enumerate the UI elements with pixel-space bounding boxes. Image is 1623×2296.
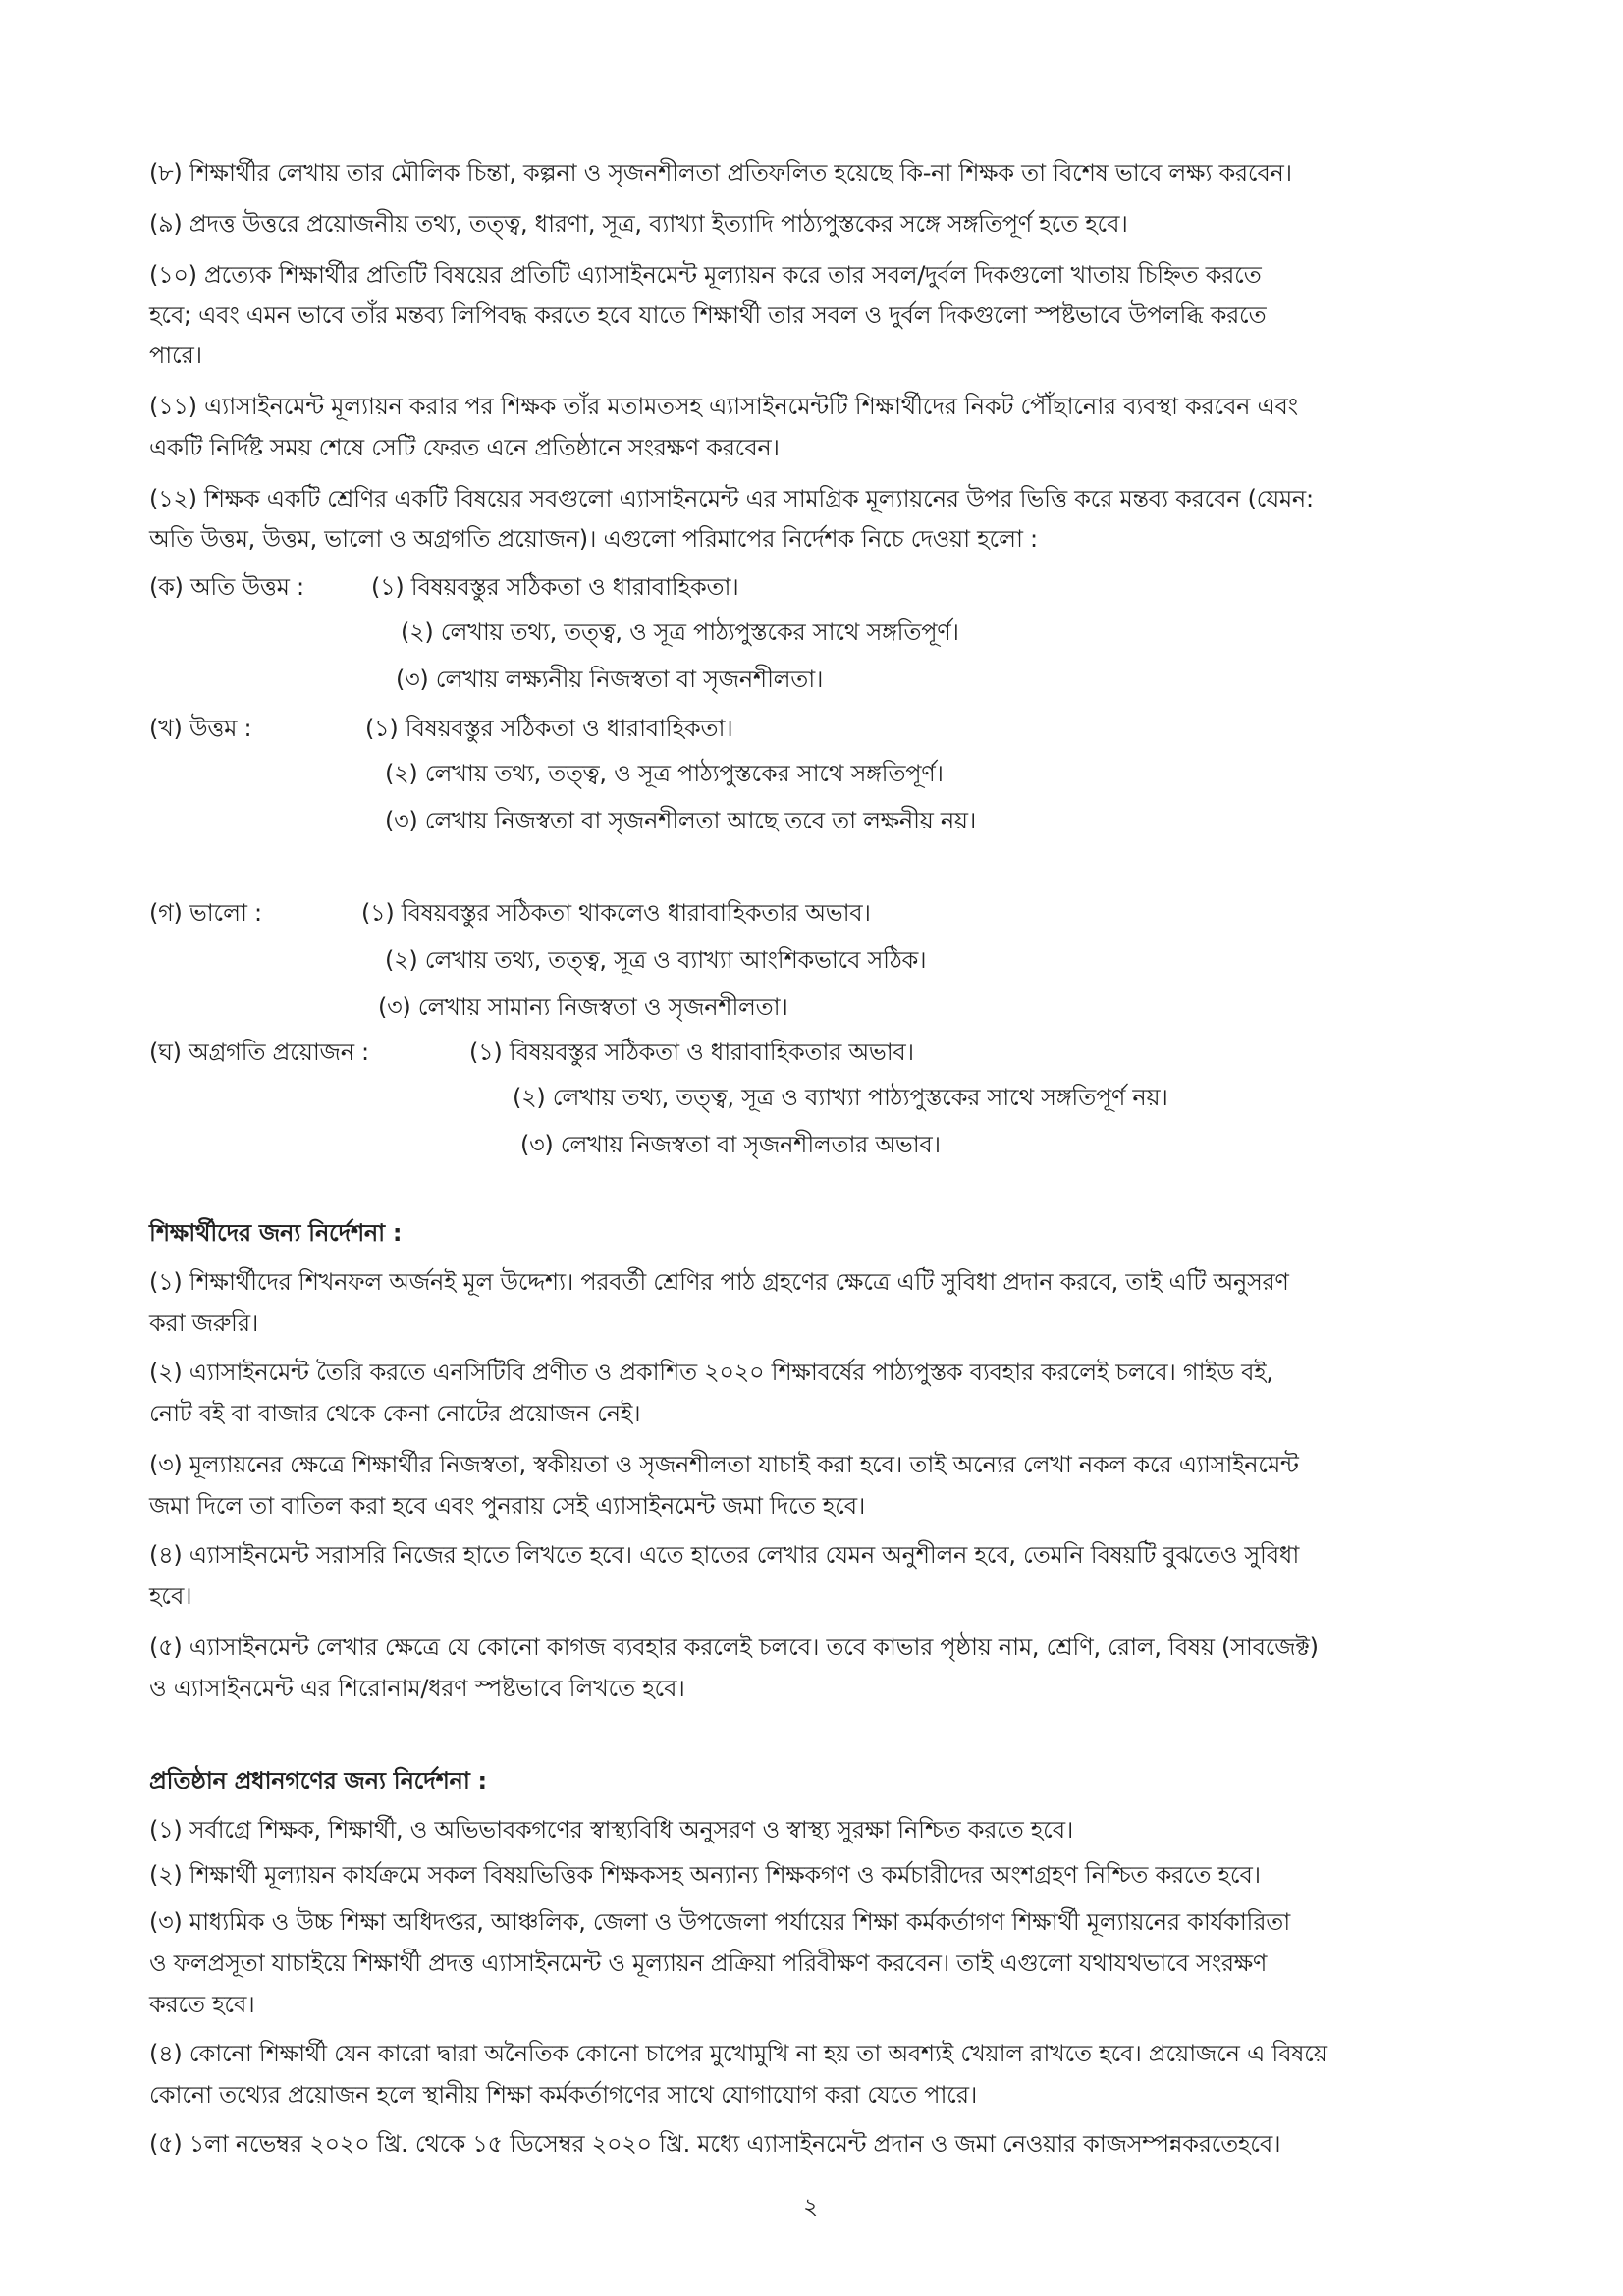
- paragraph-line: (৩) মাধ্যমিক ও উচ্চ শিক্ষা অধিদপ্তর, আঞ্চলিক, জেলা ও উপজেলা পর্যায়ের শিক্ষা কর্মকর্তাগণ শিক্ষার্থী মূল্যায়নের কার্যকারিতা: [149, 1908, 1290, 1936]
- paragraph-line: জমা দিলে তা বাতিল করা হবে এবং পুনরায় সেই এ্যাসাইনমেন্ট জমা দিতে হবে।: [149, 1492, 866, 1520]
- paragraph-line: (৯) প্রদত্ত উত্তরে প্রয়োজনীয় তথ্য, তত্ত্ব, ধারণা, সূত্র, ব্যাখ্যা ইত্যাদি পাঠ্যপুস্তকের সঙ্গে সঙ্গতিপূর্ণ হতে হবে।: [149, 210, 1128, 238]
- grade-point: (২) লেখায় তথ্য, তত্ত্ব, সূত্র ও ব্যাখ্যা পাঠ্যপুস্তকের সাথে সঙ্গতিপূর্ণ নয়।: [513, 1084, 1168, 1111]
- page-number: ২: [803, 2193, 819, 2220]
- grade-label: (ঘ) অগ্রগতি প্রয়োজন :: [149, 1039, 369, 1066]
- paragraph-line: (৫) ১লা নভেম্বর ২০২০ খ্রি. থেকে ১৫ ডিসেম্বর ২০২০ খ্রি. মধ্যে এ্যাসাইনমেন্ট প্রদান ও জমা নেওয়ার কাজসম্পন্নকরতেহবে।: [149, 2130, 1281, 2158]
- paragraph-line: (৩) মূল্যায়নের ক্ষেত্রে শিক্ষার্থীর নিজস্বতা, স্বকীয়তা ও সৃজনশীলতা যাচাই করা হবে। তাই অন্যের লেখা নকল করে এ্যাসাইনমেন্ট: [149, 1451, 1299, 1478]
- grade-point: (২) লেখায় তথ্য, তত্ত্ব, ও সূত্র পাঠ্যপুস্তকের সাথে সঙ্গতিপূর্ণ।: [385, 760, 944, 787]
- grade-point: (৩) লেখায় নিজস্বতা বা সৃজনশীলতা আছে তবে তা লক্ষনীয় নয়।: [385, 807, 977, 834]
- section-heading: শিক্ষার্থীদের জন্য নির্দেশনা :: [149, 1219, 403, 1247]
- grade-point: (১) বিষয়বস্তুর সঠিকতা থাকলেও ধারাবাহিকতার অভাব।: [361, 899, 871, 927]
- paragraph-line: (১০) প্রত্যেক শিক্ষার্থীর প্রতিটি বিষয়ের প্রতিটি এ্যাসাইনমেন্ট মূল্যায়ন করে তার সবল/দুর্বল দিকগুলো খাতায় চিহ্নিত করতে: [149, 261, 1262, 289]
- paragraph-line: (৪) কোনো শিক্ষার্থী যেন কারো দ্বারা অনৈতিক কোনো চাপের মুখোমুখি না হয় তা অবশ্যই খেয়াল রাখতে হবে। প্রয়োজনে এ বিষয়ে: [149, 2040, 1327, 2067]
- paragraph-line: হবে।: [149, 1582, 192, 1610]
- grade-label: (ক) অতি উত্তম :: [149, 573, 304, 601]
- paragraph-line: (২) এ্যাসাইনমেন্ট তৈরি করতে এনসিটিবি প্রণীত ও প্রকাশিত ২০২০ শিক্ষাবর্ষের পাঠ্যপুস্তক ব্যবহার করলেই চলবে। গাইড বই,: [149, 1359, 1273, 1386]
- paragraph-line: কোনো তথ্যের প্রয়োজন হলে স্থানীয় শিক্ষা কর্মকর্তাগণের সাথে যোগাযোগ করা যেতে পারে।: [149, 2081, 978, 2109]
- grade-point: (৩) লেখায় লক্ষ্যনীয় নিজস্বতা বা সৃজনশীলতা।: [396, 666, 824, 693]
- paragraph-line: একটি নির্দিষ্ট সময় শেষে সেটি ফেরত এনে প্রতিষ্ঠানে সংরক্ষণ করবেন।: [149, 434, 780, 461]
- grade-point: (৩) লেখায় নিজস্বতা বা সৃজনশীলতার অভাব।: [520, 1131, 941, 1158]
- grade-point: (৩) লেখায় সামান্য নিজস্বতা ও সৃজনশীলতা।: [378, 993, 788, 1021]
- paragraph-line: (১২) শিক্ষক একটি শ্রেণির একটি বিষয়ের সবগুলো এ্যাসাইনমেন্ট এর সামগ্রিক মূল্যায়নের উপর ভিত্তি করে মন্তব্য করবেন (যেমন:: [149, 485, 1314, 512]
- paragraph-line: (২) শিক্ষার্থী মূল্যায়ন কার্যক্রমে সকল বিষয়ভিত্তিক শিক্ষকসহ অন্যান্য শিক্ষকগণ ও কর্মচারীদের অংশগ্রহণ নিশ্চিত করতে হবে।: [149, 1861, 1261, 1889]
- paragraph-line: করতে হবে।: [149, 1991, 255, 2018]
- grade-label: (গ) ভালো :: [149, 899, 262, 927]
- grade-label: (খ) উত্তম :: [149, 715, 252, 742]
- grade-point: (২) লেখায় তথ্য, তত্ত্ব, সূত্র ও ব্যাখ্যা আংশিকভাবে সঠিক।: [385, 946, 927, 974]
- paragraph-line: (১) সর্বাগ্রে শিক্ষক, শিক্ষার্থী, ও অভিভাবকগণের স্বাস্থ্যবিধি অনুসরণ ও স্বাস্থ্য সুরক্ষা নিশ্চিত করতে হবে।: [149, 1816, 1074, 1843]
- grade-point: (১) বিষয়বস্তুর সঠিকতা ও ধারাবাহিকতা।: [371, 573, 739, 601]
- paragraph-line: (৮) শিক্ষার্থীর লেখায় তার মৌলিক চিন্তা, কল্পনা ও সৃজনশীলতা প্রতিফলিত হয়েছে কি-না শিক্ষক তা বিশেষ ভাবে লক্ষ্য করবেন।: [149, 159, 1292, 187]
- section-heading: প্রতিষ্ঠান প্রধানগণের জন্য নির্দেশনা :: [149, 1767, 487, 1794]
- paragraph-line: (৪) এ্যাসাইনমেন্ট সরাসরি নিজের হাতে লিখতে হবে। এতে হাতের লেখার যেমন অনুশীলন হবে, তেমনি বিষয়টি বুঝতেও সুবিধা: [149, 1541, 1299, 1569]
- paragraph-line: ও এ্যাসাইনমেন্ট এর শিরোনাম/ধরণ স্পষ্টভাবে লিখতে হবে।: [149, 1675, 685, 1702]
- grade-point: (১) বিষয়বস্তুর সঠিকতা ও ধারাবাহিকতা।: [365, 715, 733, 742]
- paragraph-line: অতি উত্তম, উত্তম, ভালো ও অগ্রগতি প্রয়োজন)। এগুলো পরিমাপের নির্দেশক নিচে দেওয়া হলো :: [149, 525, 1038, 553]
- paragraph-line: পারে।: [149, 342, 202, 369]
- paragraph-line: নোট বই বা বাজার থেকে কেনা নোটের প্রয়োজন নেই।: [149, 1400, 641, 1427]
- paragraph-line: করা জরুরি।: [149, 1309, 259, 1337]
- paragraph-line: (১১) এ্যাসাইনমেন্ট মূল্যায়ন করার পর শিক্ষক তাঁর মতামতসহ এ্যাসাইনমেন্টটি শিক্ষার্থীদের নিকট পৌঁছানোর ব্যবস্থা করবেন এবং: [149, 393, 1298, 420]
- paragraph-line: হবে; এবং এমন ভাবে তাঁর মন্তব্য লিপিবদ্ধ করতে হবে যাতে শিক্ষার্থী তার সবল ও দুর্বল দিকগুলো স্পষ্টভাবে উপলব্ধি করতে: [149, 301, 1267, 329]
- paragraph-line: (৫) এ্যাসাইনমেন্ট লেখার ক্ষেত্রে যে কোনো কাগজ ব্যবহার করলেই চলবে। তবে কাভার পৃষ্ঠায় নাম, শ্রেণি, রোল, বিষয় (সাবজেক্ট): [149, 1633, 1319, 1661]
- paragraph-line: (১) শিক্ষার্থীদের শিখনফল অর্জনই মূল উদ্দেশ্য। পরবর্তী শ্রেণির পাঠ গ্রহণের ক্ষেত্রে এটি সুবিধা প্রদান করবে, তাই এটি অনুসরণ: [149, 1268, 1289, 1296]
- grade-point: (১) বিষয়বস্তুর সঠিকতা ও ধারাবাহিকতার অভাব।: [469, 1039, 914, 1066]
- paragraph-line: ও ফলপ্রসূতা যাচাইয়ে শিক্ষার্থী প্রদত্ত এ্যাসাইনমেন্ট ও মূল্যায়ন প্রক্রিয়া পরিবীক্ষণ করবেন। তাই এগুলো যথাযথভাবে সংরক্ষণ: [149, 1949, 1268, 1977]
- grade-point: (২) লেখায় তথ্য, তত্ত্ব, ও সূত্র পাঠ্যপুস্তকের সাথে সঙ্গতিপূর্ণ।: [401, 618, 959, 646]
